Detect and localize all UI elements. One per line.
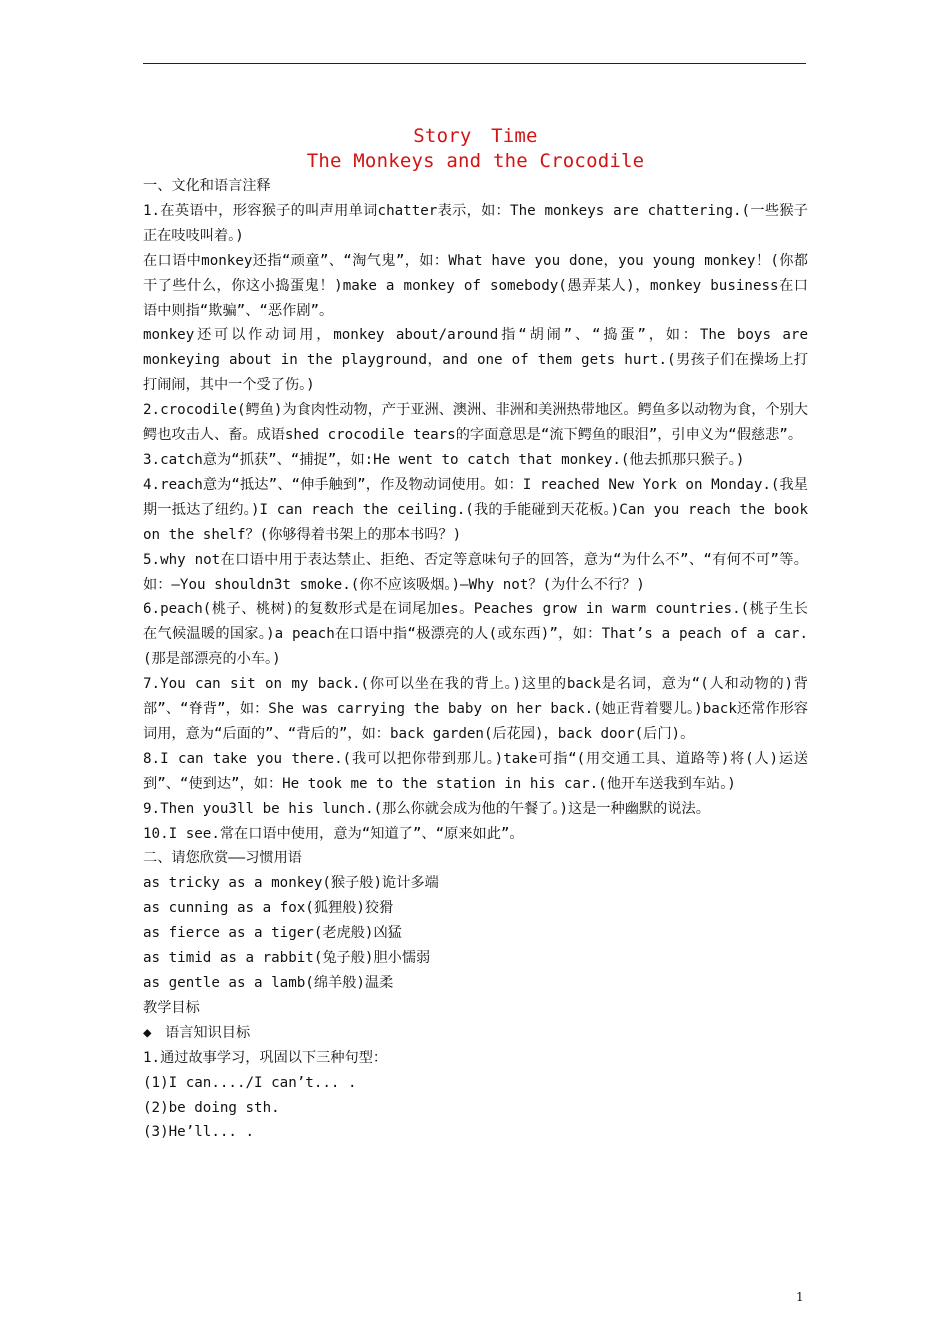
language-goals-subheading [143,1021,808,1046]
document-body [143,124,808,1145]
title-story-time: Story Time [413,125,538,147]
header-rule [143,63,806,64]
teaching-goals-heading: 教学目标 [143,999,200,1016]
note-10: 10.I see.常在口语中使用，意为“知道了”、“原来如此”。 [143,825,524,842]
idiom-item: as fierce as a tiger(老虎般)凶猛 [143,925,402,942]
note-5: 5.why not在口语中用于表达禁止、拒绝、否定等意味句子的回答，意为“为什么不”、“有何不可”等。如：—You shouldn3t smoke.(你不应该吸烟。)—Why not？(为什么不行？) [143,551,808,593]
idiom-item: as timid as a rabbit(兔子般)胆小懦弱 [143,950,431,967]
idiom-item: as cunning as a fox(狐狸般)狡猾 [143,900,394,917]
idiom-item: as tricky as a monkey(猴子般)诡计多端 [143,875,439,892]
note-8: 8.I can take you there.(我可以把你带到那儿。)take可指“(用交通工具、道路等)将(人)运送到”、“使到达”，如：He took me to the station in his car.(他开车送我到车站。) [143,750,808,792]
pattern-item: (2)be doing sth. [143,1099,280,1116]
note-2: 2.crocodile(鳄鱼)为食肉性动物，产于亚洲、澳洲、非洲和美洲热带地区。鳄鱼多以动物为食，个别大鳄也攻击人、畜。成语shed crocodile tears的字面意思是“流下鳄鱼的眼泪”，引申义为“假慈悲”。 [143,402,808,444]
pattern-item: (3)He’ll... . [143,1124,255,1141]
goal-1: 1.通过故事学习，巩固以下三种句型： [143,1049,388,1066]
section1-heading: 一、文化和语言注释 [143,178,271,194]
title-monkeys-crocodile: The Monkeys and the Crocodile [306,150,645,172]
note-9: 9.Then you3ll be his lunch.(那么你就会成为他的午餐了。)这是一种幽默的说法。 [143,800,710,817]
note-6: 6.peach(桃子、桃树)的复数形式是在词尾加es。Peaches grow in warm countries.(桃子生长在气候温暖的国家。)a peach在口语中指“极漂亮的人(或东西)”，如：That’s a peach of a car.(那是部漂亮的小车。) [143,601,808,668]
note-1: 1.在英语中，形容猴子的叫声用单词chatter表示，如：The monkeys are chattering.(一些猴子正在吱吱叫着。) [143,202,808,244]
language-goals-label: 语言知识目标 [165,1024,251,1041]
note-7: 7.You can sit on my back.(你可以坐在我的背上。)这里的back是名词，意为“(人和动物的)背部”、“脊背”，如：She was carrying the baby on her back.(她正背着婴儿。)back还常作形容词用，意为“后面的”、“背后的”，如：back garden(后花园)，back door(后门)。 [143,676,808,742]
note-1-monkey-colloquial: 在口语中monkey还指“顽童”、“淘气鬼”，如：What have you done，you young monkey！(你都干了些什么，你这小捣蛋鬼！)make a monkey of somebody(愚弄某人)，monkey business在口语中则指“欺骗”、“恶作剧”。 [143,252,808,319]
note-1-monkey-verb: monkey还可以作动词用，monkey about/around指“胡闹”、“捣蛋”，如：The boys are monkeying about in the playground，and one of them gets hurt.(男孩子们在操场上打打闹闹，其中一个受了伤。) [143,327,808,394]
page-number: 1 [796,1290,804,1304]
note-4: 4.reach意为“抵达”、“伸手触到”，作及物动词使用。如：I reached New York on Monday.(我星期一抵达了纽约。)I can reach the ceiling.(我的手能碰到天花板。)Can you reach the book on the shelf？(你够得着书架上的那本书吗？) [143,476,808,543]
section2-heading: 二、请您欣赏——习惯用语 [143,850,302,867]
pattern-item: (1)I can..../I can’t... . [143,1074,357,1091]
note-3: 3.catch意为“抓获”、“捕捉”，如:He went to catch that monkey.(他去抓那只猴子。) [143,451,745,468]
diamond-bullet-icon: ◆ [143,1024,152,1041]
idiom-item: as gentle as a lamb(绵羊般)温柔 [143,975,394,991]
